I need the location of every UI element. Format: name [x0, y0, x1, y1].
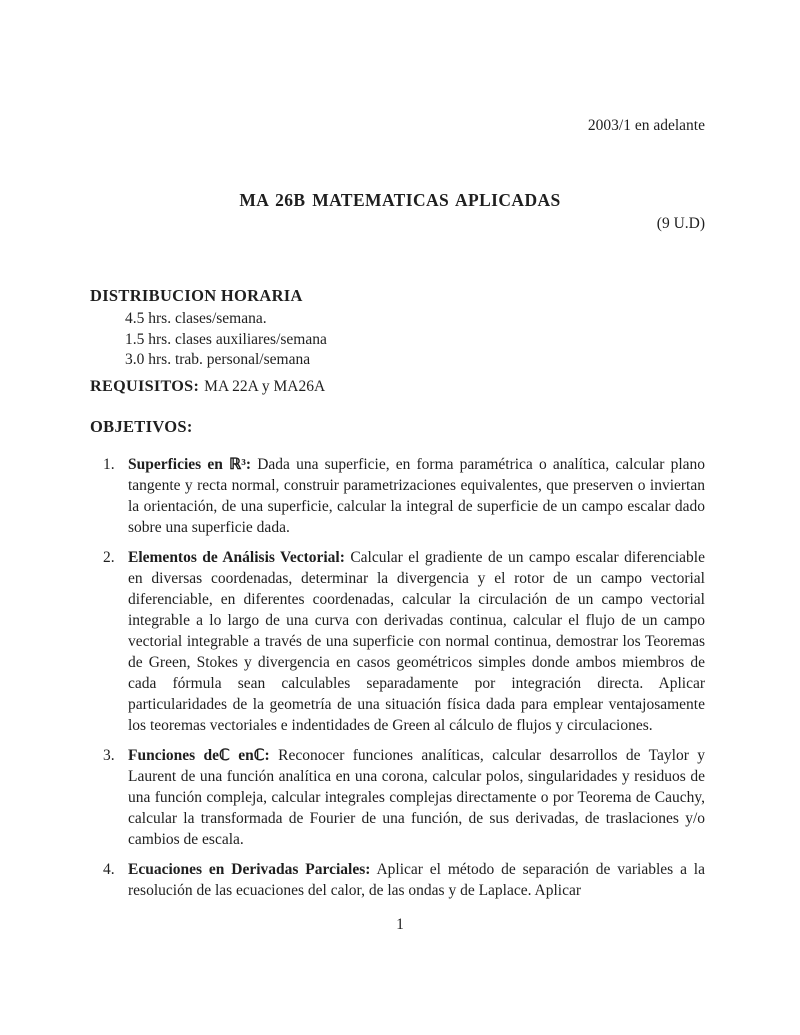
objetivo-title: Funciones deℂ enℂ: [128, 746, 270, 764]
date-note: 2003/1 en adelante [587, 117, 705, 134]
hours-line-clases: 4.5 hrs. clases/semana. [125, 310, 267, 327]
objetivo-number: 2. [103, 548, 115, 566]
requisitos-line [90, 376, 800, 397]
objetivo-title: Ecuaciones en Derivadas Parciales: [128, 860, 371, 878]
objetivos-section-heading [90, 416, 800, 438]
objetivo-title: Superficies en ℝ³: [128, 455, 252, 473]
objetivo-number: 1. [103, 455, 115, 473]
distribucion-heading: DISTRIBUCION HORARIA [90, 286, 303, 305]
objetivo-title: Elementos de Análisis Vectorial: [128, 548, 345, 566]
objetivo-item-2 [90, 547, 705, 736]
objetivo-body: Calcular el gradiente de un campo escalar diferenciable en diversas coordenadas, determinar la divergencia y el rotor de un campo vectorial diferenciable, en diferentes coordenadas, calcular la circulación de un campo vectorial integrable a lo largo de una curva con derivadas continua, calcular el flujo de un campo vectorial integrable a través de una superficie con normal continua, demostrar los Teoremas de Green, Stokes y divergencia en casos geométricos simples donde ambos miembros de cada fórmula sean calculables separadamente por integración directa. Aplicar particularidades de la geometría de una situación física dada para emplear ventajosamente los teoremas vectoriales e indentidades de Green al cálculo de flujos y circulaciones. [128, 548, 705, 734]
page-number: 1 [396, 915, 404, 933]
objetivos-heading-label: OBJETIVOS: [90, 416, 193, 436]
units-note: (9 U.D) [656, 215, 705, 232]
objetivo-body: Aplicar el método de separación de variables a la resolución de las ecuaciones del calor, de las ondas y de Laplace. Aplicar [128, 860, 705, 899]
course-title: MA 26B MATEMATICAS APLICADAS [239, 190, 561, 210]
hours-lines [125, 309, 800, 371]
requisitos-label: REQUISITOS: [90, 376, 200, 395]
objetivo-body: Reconocer funciones analíticas, calcular desarrollos de Taylor y Laurent de una función analítica en una corona, calcular polos, singularidades y residuos de una función compleja, calcular integrales complejas directamente o por Teorema de Cauchy, calcular la transformada de Fourier de una función, de sus derivadas, de traslaciones y/o cambios de escala. [128, 746, 706, 848]
objetivos-list [90, 454, 705, 901]
objetivo-item-4 [90, 859, 705, 901]
objetivo-body: Dada una superficie, en forma paramétrica o analítica, calcular plano tangente y recta normal, construir parametrizaciones equivalentes, que preserven o inviertan la orientación, de una superficie, calcular la integral de superficie de un campo escalar dado sobre una superficie dada. [128, 455, 706, 536]
objetivo-item-1 [90, 454, 705, 538]
requisitos-value: MA 22A y MA26A [204, 377, 326, 395]
objetivo-item-3 [90, 745, 705, 850]
distribucion-section [90, 285, 800, 371]
hours-line-auxiliares: 1.5 hrs. clases auxiliares/semana [125, 330, 327, 348]
objetivo-number: 3. [103, 746, 115, 764]
objetivo-number: 4. [103, 860, 115, 878]
hours-line-personal: 3.0 hrs. trab. personal/semana [125, 351, 311, 368]
